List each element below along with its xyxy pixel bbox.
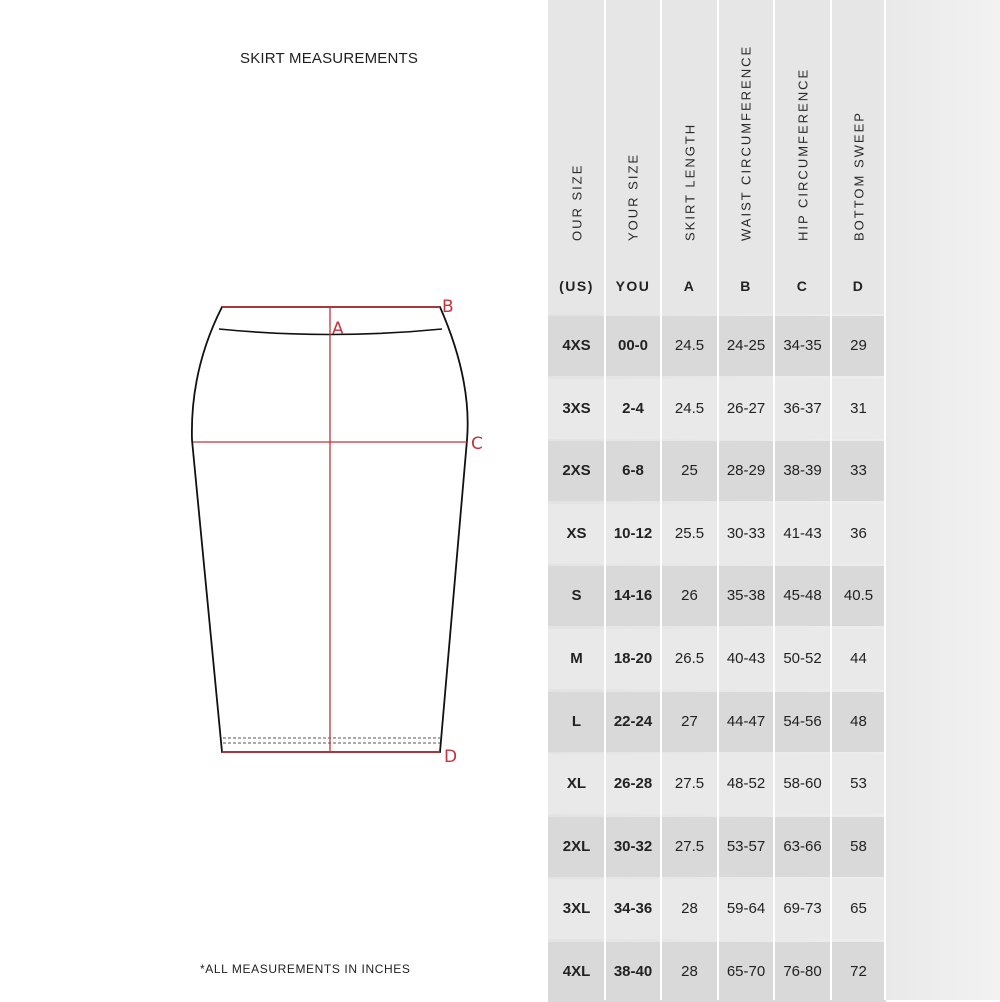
value-cell: 72 [850, 963, 867, 980]
value-cell: 58 [850, 837, 867, 855]
value-cell: 33 [850, 462, 867, 480]
header-label: OUR SIZE [569, 163, 584, 241]
value-cell: 27 [681, 712, 698, 730]
value-cell: 53-57 [726, 837, 766, 855]
size-cell: 4XS [562, 337, 591, 354]
value-cell: 2-4 [622, 399, 644, 417]
value-cell: 28-29 [726, 462, 766, 480]
value-cell: 59-64 [726, 900, 766, 918]
page-title: SKIRT MEASUREMENTS [240, 50, 419, 67]
column-divider [773, 0, 775, 1000]
header-sublabel: B [740, 278, 752, 294]
value-cell: 24.5 [674, 337, 705, 354]
value-cell: 50-52 [783, 650, 822, 667]
value-cell: 24-25 [726, 337, 766, 354]
measure-d-label: D [444, 747, 458, 767]
value-cell: 63-66 [783, 837, 822, 855]
size-cell: 3XS [562, 399, 591, 417]
header-cell [548, 0, 605, 314]
value-cell: 40.5 [843, 587, 874, 605]
value-cell: 27.5 [674, 837, 705, 855]
header-label: YOUR SIZE [625, 152, 641, 241]
size-cell: M [570, 650, 583, 667]
header-sublabel: (US) [559, 278, 594, 294]
value-cell: 48-52 [726, 775, 766, 793]
header-cell [774, 0, 831, 314]
value-cell: 22-24 [613, 712, 653, 730]
table-edge-background [886, 0, 1000, 1000]
value-cell: 29 [850, 337, 867, 354]
column-divider [717, 0, 719, 1000]
value-cell: 27.5 [674, 775, 705, 793]
value-cell: 36-37 [783, 399, 822, 417]
value-cell: 58-60 [783, 775, 822, 793]
value-cell: 10-12 [613, 524, 653, 542]
header-sublabel: YOU [615, 278, 651, 294]
value-cell: 53 [850, 775, 867, 793]
value-cell: 6-8 [622, 462, 644, 480]
value-cell: 31 [850, 399, 867, 417]
column-divider [604, 0, 606, 1000]
value-cell: 54-56 [783, 712, 822, 730]
value-cell: 65-70 [726, 963, 766, 980]
value-cell: 30-32 [613, 837, 653, 855]
header-cell [605, 0, 661, 314]
value-cell: 44-47 [726, 712, 766, 730]
value-cell: 18-20 [613, 650, 653, 667]
value-cell: 28 [681, 963, 698, 980]
column-divider [830, 0, 832, 1000]
value-cell: 25.5 [674, 524, 705, 542]
header-cell [831, 0, 886, 314]
value-cell: 14-16 [613, 587, 653, 605]
size-cell: 2XL [562, 837, 591, 855]
value-cell: 45-48 [783, 587, 822, 605]
value-cell: 69-73 [783, 900, 822, 918]
value-cell: 65 [850, 900, 867, 918]
value-cell: 24.5 [674, 399, 705, 417]
header-label: WAIST CIRCUMFERENCE [738, 44, 754, 241]
value-cell: 35-38 [726, 587, 766, 605]
column-divider [884, 0, 886, 1000]
value-cell: 34-35 [783, 337, 822, 354]
value-cell: 48 [850, 712, 867, 730]
value-cell: 36 [850, 524, 867, 542]
size-cell: XS [566, 524, 587, 542]
header-label: BOTTOM SWEEP [851, 111, 866, 241]
value-cell: 26-28 [613, 775, 653, 793]
header-cell [718, 0, 774, 314]
header-sublabel: A [683, 278, 696, 294]
measure-b-label: B [442, 297, 454, 317]
measure-a-label: A [332, 319, 344, 339]
value-cell: 40-43 [726, 650, 766, 667]
value-cell: 26.5 [674, 650, 705, 667]
value-cell: 34-36 [613, 900, 653, 918]
value-cell: 44 [850, 650, 867, 667]
size-cell: L [571, 712, 582, 730]
header-label: HIP CIRCUMFERENCE [795, 67, 810, 241]
value-cell: 26-27 [726, 399, 766, 417]
value-cell: 25 [681, 462, 698, 480]
size-cell: 2XS [562, 462, 591, 480]
header-sublabel: C [796, 278, 809, 294]
size-cell: XL [566, 775, 587, 793]
column-divider [660, 0, 662, 1000]
header-cell [661, 0, 718, 314]
value-cell: 26 [681, 587, 698, 605]
value-cell: 76-80 [783, 963, 822, 980]
size-chart-table [548, 0, 886, 1000]
value-cell: 41-43 [783, 524, 822, 542]
value-cell: 30-33 [726, 524, 766, 542]
size-cell: 4XL [562, 963, 591, 980]
header-sublabel: D [852, 278, 865, 294]
size-cell: 3XL [562, 900, 591, 918]
value-cell: 00-0 [617, 337, 649, 354]
size-cell: S [571, 587, 582, 605]
header-label: SKIRT LENGTH [682, 122, 697, 241]
measure-c-label: C [471, 434, 483, 454]
value-cell: 38-40 [613, 963, 653, 980]
value-cell: 28 [681, 900, 698, 918]
value-cell: 38-39 [783, 462, 822, 480]
footnote: *ALL MEASUREMENTS IN INCHES [200, 962, 411, 976]
